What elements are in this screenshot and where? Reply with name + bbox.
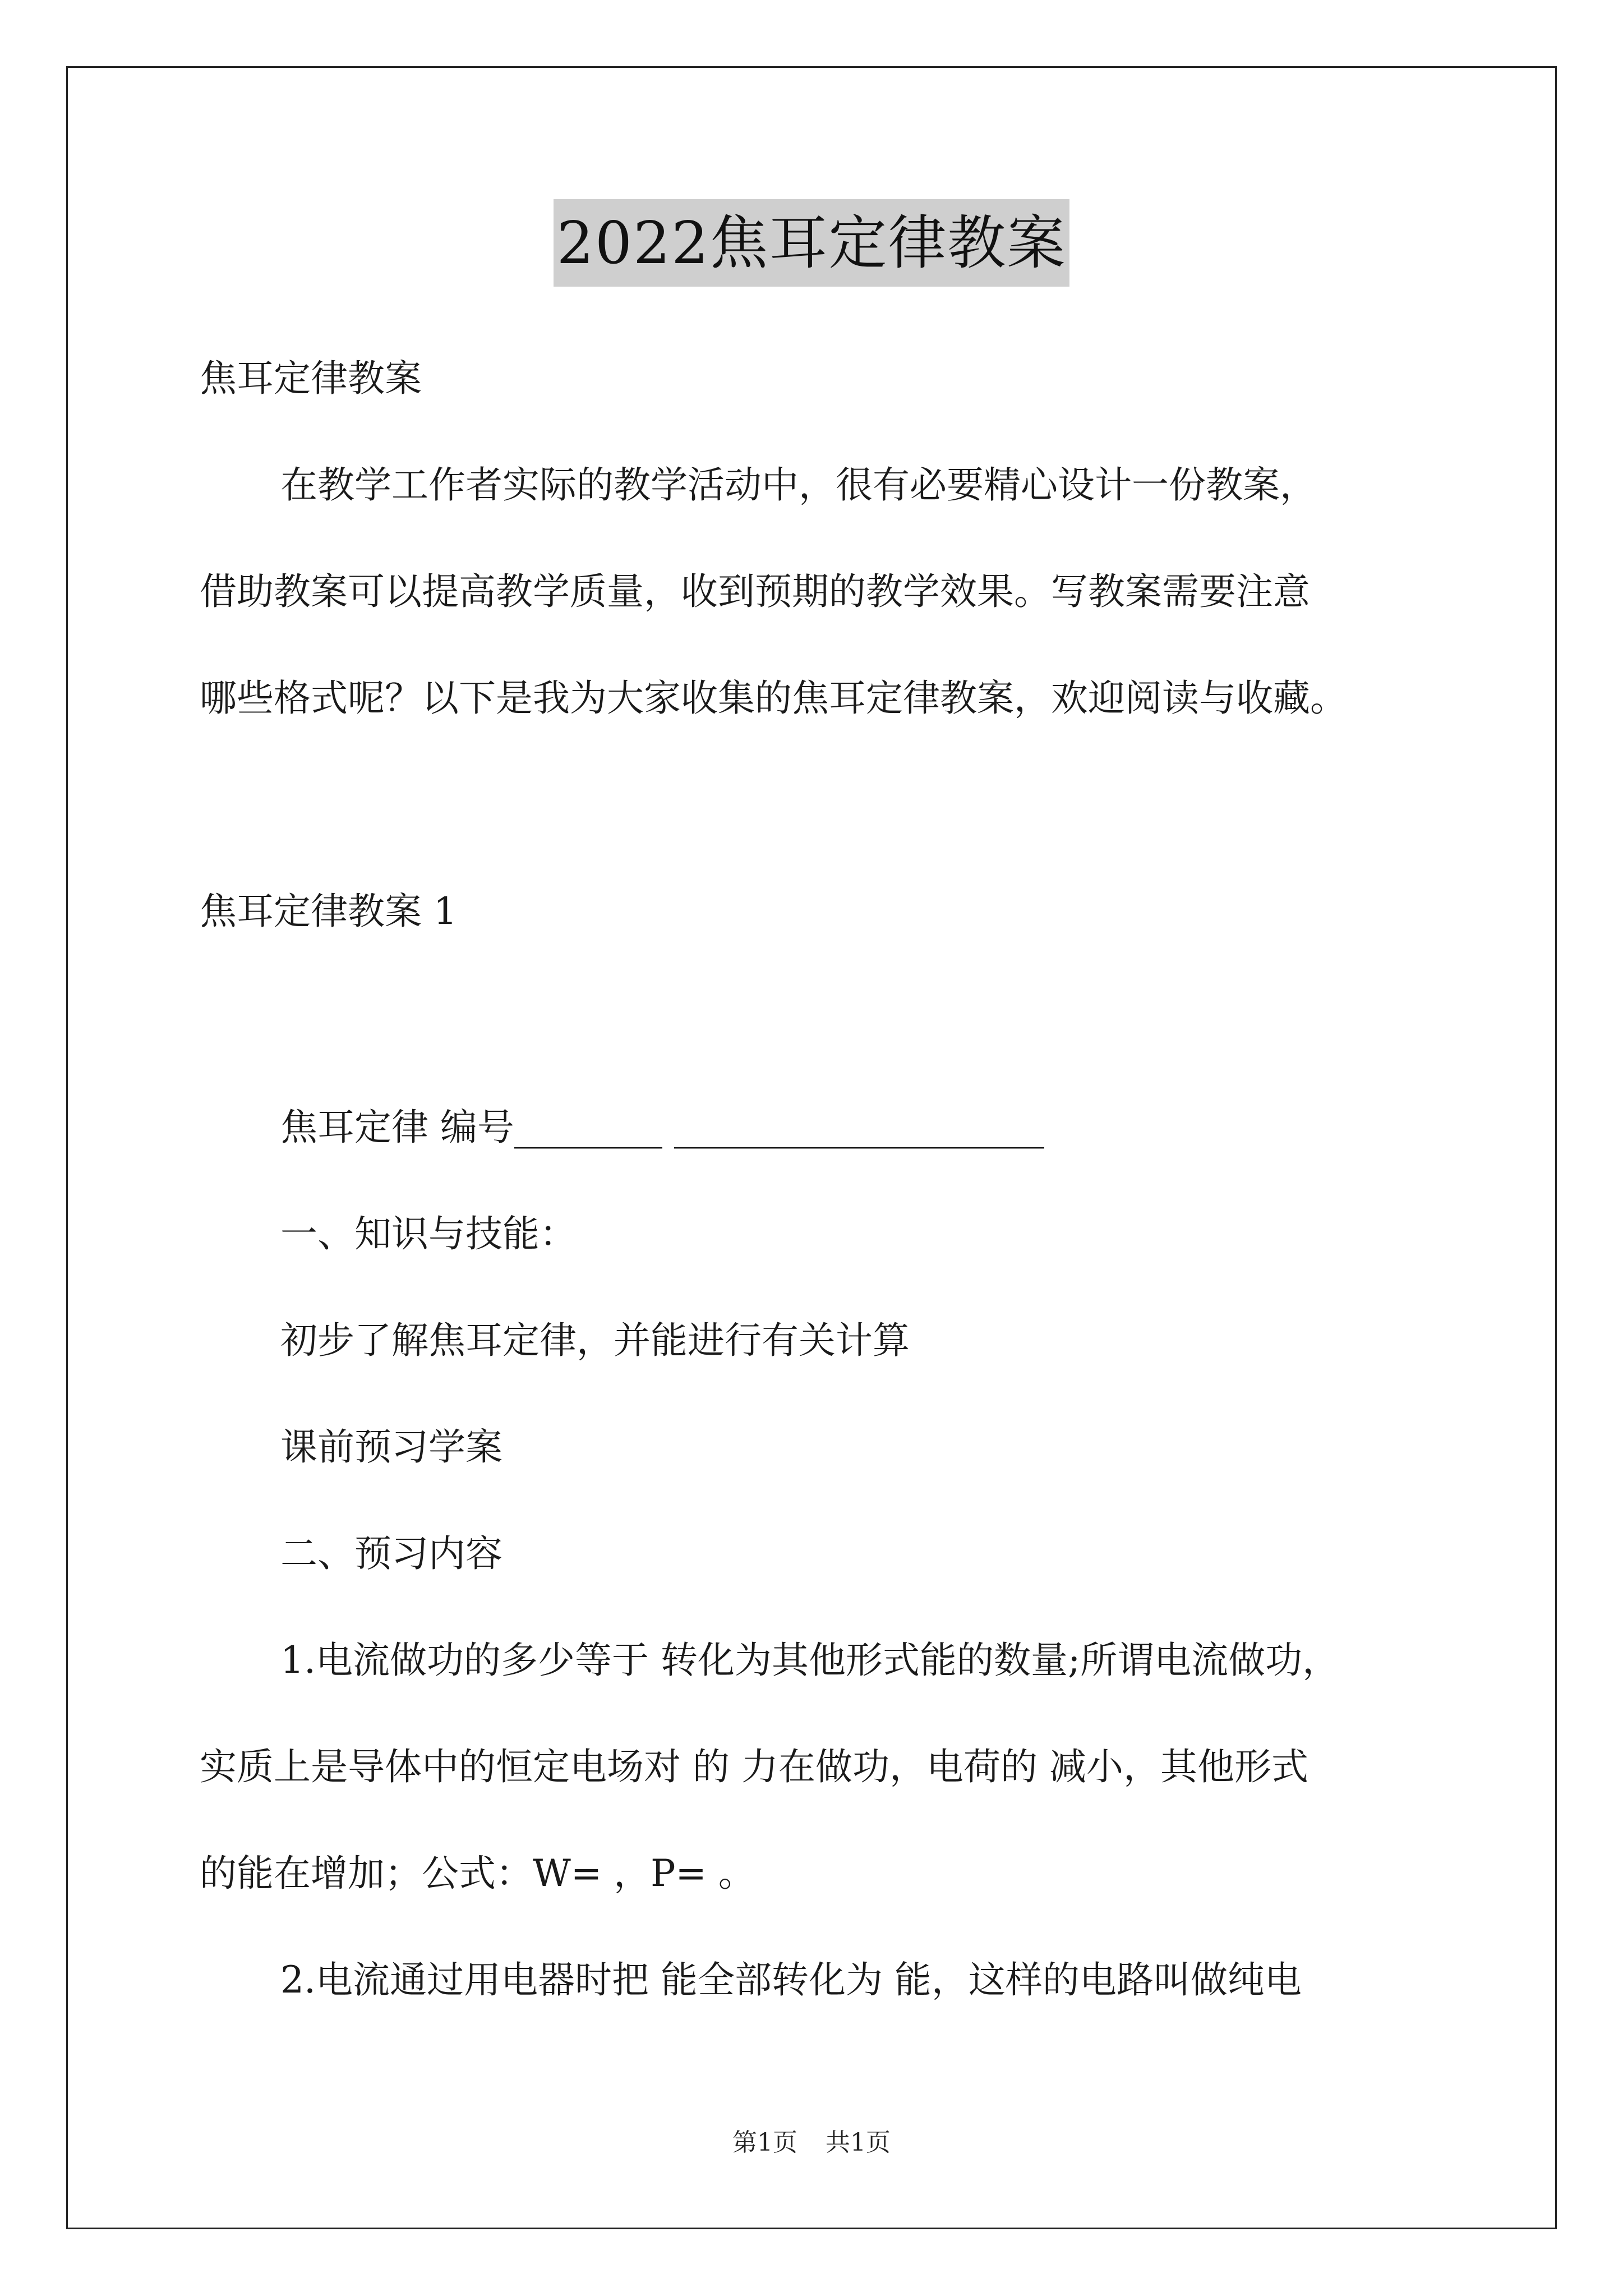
page-footer: [0, 2126, 1623, 2160]
subtitle: 焦耳定律教案: [200, 357, 422, 400]
item1-line-3: 的能在增加；公式：W= ，P= 。: [200, 1852, 755, 1895]
goal-heading: 一、知识与技能：: [280, 1212, 577, 1255]
intro-line-1: 在教学工作者实际的教学活动中，很有必要精心设计一份教案，: [280, 463, 1317, 507]
title-container: [0, 199, 1623, 287]
page-number: 第1页: [732, 2128, 797, 2157]
document-title: 2022焦耳定律教案: [554, 199, 1070, 287]
item1-line-2: 实质上是导体中的恒定电场对 的 力在做功，电荷的 减小，其他形式: [200, 1745, 1308, 1788]
page-total: 共1页: [826, 2128, 891, 2157]
item1-line-1: 1.电流做功的多少等于 转化为其他形式能的数量;所谓电流做功，: [280, 1639, 1340, 1682]
section-heading: 焦耳定律教案 1: [200, 890, 457, 933]
intro-line-2: 借助教案可以提高教学质量，收到预期的教学效果。写教案需要注意: [200, 570, 1310, 613]
topic-line: 焦耳定律 编号________ ____________________: [280, 1106, 1044, 1149]
intro-line-3: 哪些格式呢？以下是我为大家收集的焦耳定律教案，欢迎阅读与收藏。: [200, 677, 1347, 720]
goal-text: 初步了解焦耳定律，并能进行有关计算: [280, 1319, 910, 1362]
content-heading: 二、预习内容: [280, 1532, 502, 1575]
item2-line-1: 2.电流通过用电器时把 能全部转化为 能，这样的电路叫做纯电: [280, 1958, 1302, 2001]
prep-label: 课前预习学案: [280, 1425, 502, 1469]
